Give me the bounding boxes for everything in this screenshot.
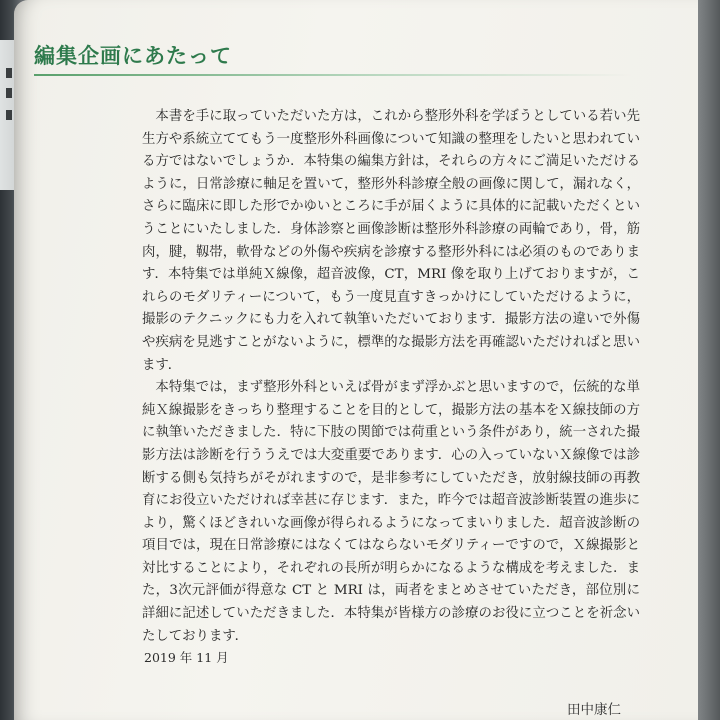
paragraph-2: 本特集では，まず整形外科といえば骨がまず浮かぶと思いますので，伝統的な単純Ｘ線撮影をきっちり整理することを目的として，撮影方法の基本をＸ線技師の方に執筆いただきました．特に下肢の関節では荷重という条件があり，統一された撮影方法は診断を行ううえでは大変重要であります．心の入っていないＸ線像では診断する側も気持ちがそがれますので，是非参考にしていただき，放射線技師の再教育にお役立いただければ幸甚に存じます．また，昨今では超音波診断装置の進歩により，驚くほどきれいな画像が得られるようになってまいりました．超音波診断の項目では，現在日常診療にはなくてはならないモダリティーですので，Ｘ線撮影と対比することにより，それぞれの長所が明らかになるような構成を考えました．また，3次元評価が得意な CT と MRI は，両者をまとめさせていただき，部位別に詳細に記述していただきました．本特集が皆様方の診療のお役に立つことを祈念いたしております．	[142, 380, 640, 644]
page-title: 編集企画にあたって	[34, 43, 232, 68]
page-edge-mark	[6, 68, 12, 78]
page-edge-mark	[6, 88, 12, 98]
page-edge-mark	[6, 110, 12, 120]
author-name: 田中康仁	[567, 702, 621, 718]
paragraph-1: 本書を手に取っていただいた方は，これから整形外科を学ぼうとしている若い先生方や系統立ててもう一度整形外科画像について知識の整理をしたいと思われている方ではないでしょうか．本特集の編集方針は，それらの方々にご満足いただけるように，日常診療に軸足を置いて，整形外科診療全般の画像に関して，漏れなく，さらに臨床に即した形でかゆいところに手が届くように具体的に記載いただくということにいたしました．身体診察と画像診断は整形外科診療の両輪であり，骨，筋肉，腱，靱帯，軟骨などの外傷や疾病を診療する整形外科には必須のものであります．本特集では単純Ｘ線像，超音波像，CT，MRI 像を取り上げておりますが，これらのモダリティーについて，もう一度見直すきっかけにしていただけるように，撮影のテクニックにも力を入れて執筆いただいております．撮影方法の違いで外傷や疾病を見逃すことがないように，標準的な撮影方法を再確認いただければと思います．	[142, 109, 640, 373]
title-underline	[34, 74, 632, 76]
body-text	[142, 106, 640, 648]
date: 2019 年 11 月	[144, 650, 229, 665]
